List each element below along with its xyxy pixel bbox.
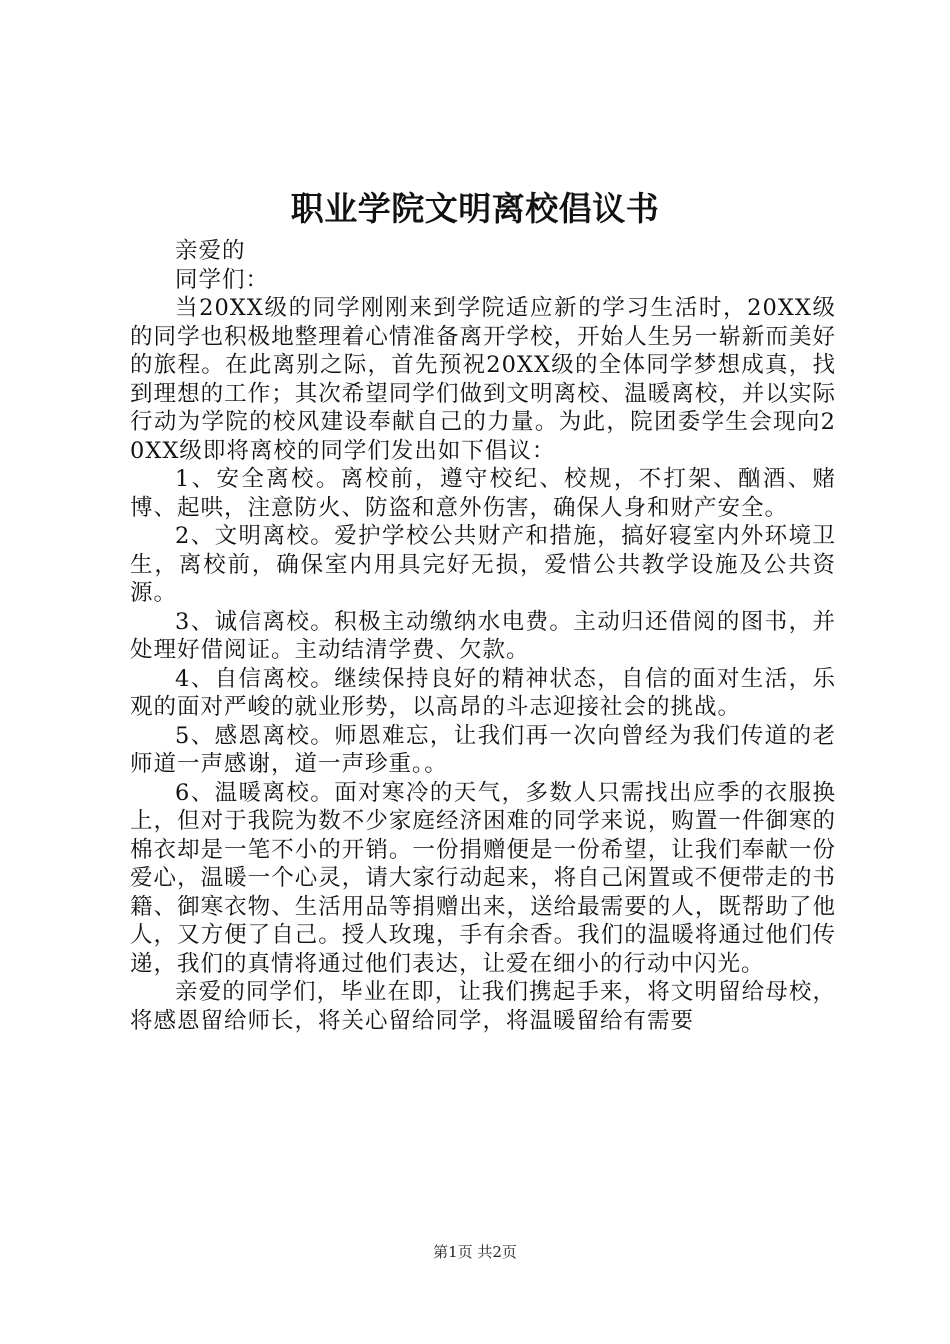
paragraph-item-5: 5、感恩离校。师恩难忘，让我们再一次向曾经为我们传道的老师道一声感谢，道一声珍重。。 [130,722,836,777]
paragraph-item-3: 3、诚信离校。积极主动缴纳水电费。主动归还借阅的图书，并处理好借阅证。主动结清学费、欠款。 [130,608,836,663]
document-title: 职业学院文明离校倡议书 [290,189,660,228]
document-body [130,237,836,1035]
paragraph-item-6: 6、温暖离校。面对寒冷的天气，多数人只需找出应季的衣服换上，但对于我院为数不少家庭经济困难的同学来说，购置一件御寒的棉衣却是一笔不小的开销。一份捐赠便是一份希望，让我们奉献一份爱心，温暖一个心灵，请大家行动起来，将自己闲置或不便带走的书籍、御寒衣物、生活用品等捐赠出来，送给最需要的人，既帮助了他人，又方便了自己。授人玫瑰，手有余香。我们的温暖将通过他们传递，我们的真情将通过他们表达，让爱在细小的行动中闪光。 [130,779,836,977]
paragraph-intro: 当20XX级的同学刚刚来到学院适应新的学习生活时，20XX级的同学也积极地整理着心情准备离开学校，开始人生另一崭新而美好的旅程。在此离别之际，首先预祝20XX级的全体同学梦想成真，找到理想的工作；其次希望同学们做到文明离校、温暖离校，并以实际行动为学院的校风建设奉献自己的力量。为此，院团委学生会现向20XX级即将离校的同学们发出如下倡议： [130,295,836,464]
greeting-line-2: 同学们： [175,266,270,293]
paragraph-item-2: 2、文明离校。爱护学校公共财产和措施，搞好寝室内外环境卫生，离校前，确保室内用具完好无损，爱惜公共教学设施及公共资源。 [130,523,836,606]
page-number-footer: 第1页 共2页 [433,1243,517,1261]
paragraph-item-1: 1、安全离校。离校前，遵守校纪、校规，不打架、酗酒、赌博、起哄，注意防火、防盗和意外伤害，确保人身和财产安全。 [130,466,836,521]
paragraph-item-4: 4、自信离校。继续保持良好的精神状态，自信的面对生活，乐观的面对严峻的就业形势，以高昂的斗志迎接社会的挑战。 [130,665,836,720]
greeting-line-1: 亲爱的 [175,238,246,264]
paragraph-closing: 亲爱的同学们，毕业在即，让我们携起手来，将文明留给母校，将感恩留给师长，将关心留给同学，将温暖留给有需要 [130,979,836,1034]
